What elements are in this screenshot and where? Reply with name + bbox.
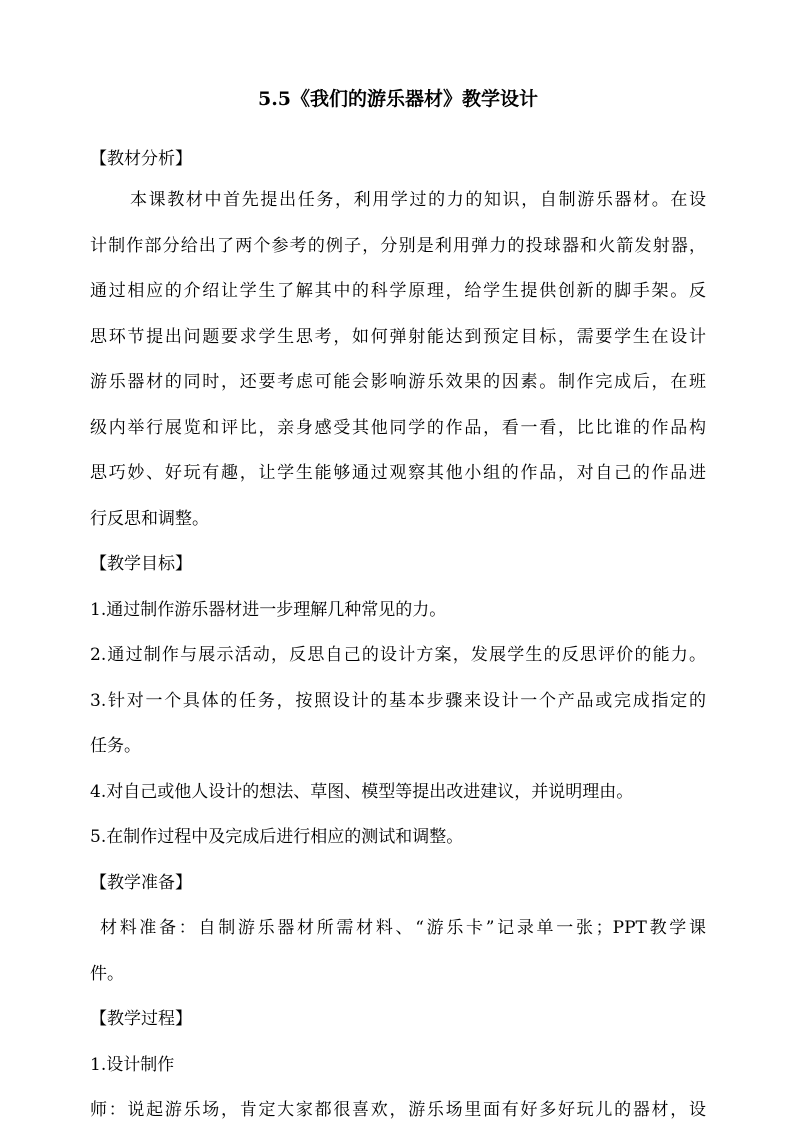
paragraph-line: 通过相应的介绍让学生了解其中的科学原理，给学生提供创新的脚手架。反 — [90, 281, 706, 301]
paragraph-line: 计制作部分给出了两个参考的例子，分别是利用弹力的投球器和火箭发射器， — [90, 236, 706, 256]
objective-item: 3.针对一个具体的任务，按照设计的基本步骤来设计一个产品或完成指定的 — [90, 691, 706, 711]
paragraph-line: 思巧妙、好玩有趣，让学生能够通过观察其他小组的作品，对自己的作品进 — [90, 463, 706, 483]
paragraph-line: 级内举行展览和评比，亲身感受其他同学的作品，看一看，比比谁的作品构 — [90, 418, 706, 438]
paragraph-line: 件。 — [90, 964, 124, 984]
section-heading-objectives: 【教学目标】 — [90, 554, 192, 574]
process-step-title: 1.设计制作 — [90, 1055, 175, 1075]
section-heading-preparation: 【教学准备】 — [90, 873, 192, 893]
paragraph-line: 游乐器材的同时，还要考虑可能会影响游乐效果的因素。制作完成后，在班 — [90, 372, 706, 392]
paragraph-line: 思环节提出问题要求学生思考，如何弹射能达到预定目标，需要学生在设计 — [90, 327, 706, 347]
paragraph-line: 师：说起游乐场，肯定大家都很喜欢，游乐场里面有好多好玩儿的器材，设 — [90, 1100, 706, 1120]
paragraph-line: 本课教材中首先提出任务，利用学过的力的知识，自制游乐器材。在设 — [130, 190, 706, 210]
section-heading-analysis: 【教材分析】 — [90, 149, 192, 169]
objective-item: 1.通过制作游乐器材进一步理解几种常见的力。 — [90, 600, 447, 620]
paragraph-line: 材料准备：自制游乐器材所需材料、“游乐卡”记录单一张；PPT教学课 — [100, 918, 706, 938]
objective-item: 2.通过制作与展示活动，反思自己的设计方案，发展学生的反思评价的能力。 — [90, 645, 706, 665]
objective-item: 4.对自己或他人设计的想法、草图、模型等提出改进建议，并说明理由。 — [90, 782, 634, 802]
objective-item: 5.在制作过程中及完成后进行相应的测试和调整。 — [90, 827, 464, 847]
paragraph-line: 行反思和调整。 — [90, 509, 209, 529]
section-heading-process: 【教学过程】 — [90, 1009, 192, 1029]
objective-item: 任务。 — [90, 736, 141, 756]
document-title: 5.5《我们的游乐器材》教学设计 — [257, 88, 539, 110]
